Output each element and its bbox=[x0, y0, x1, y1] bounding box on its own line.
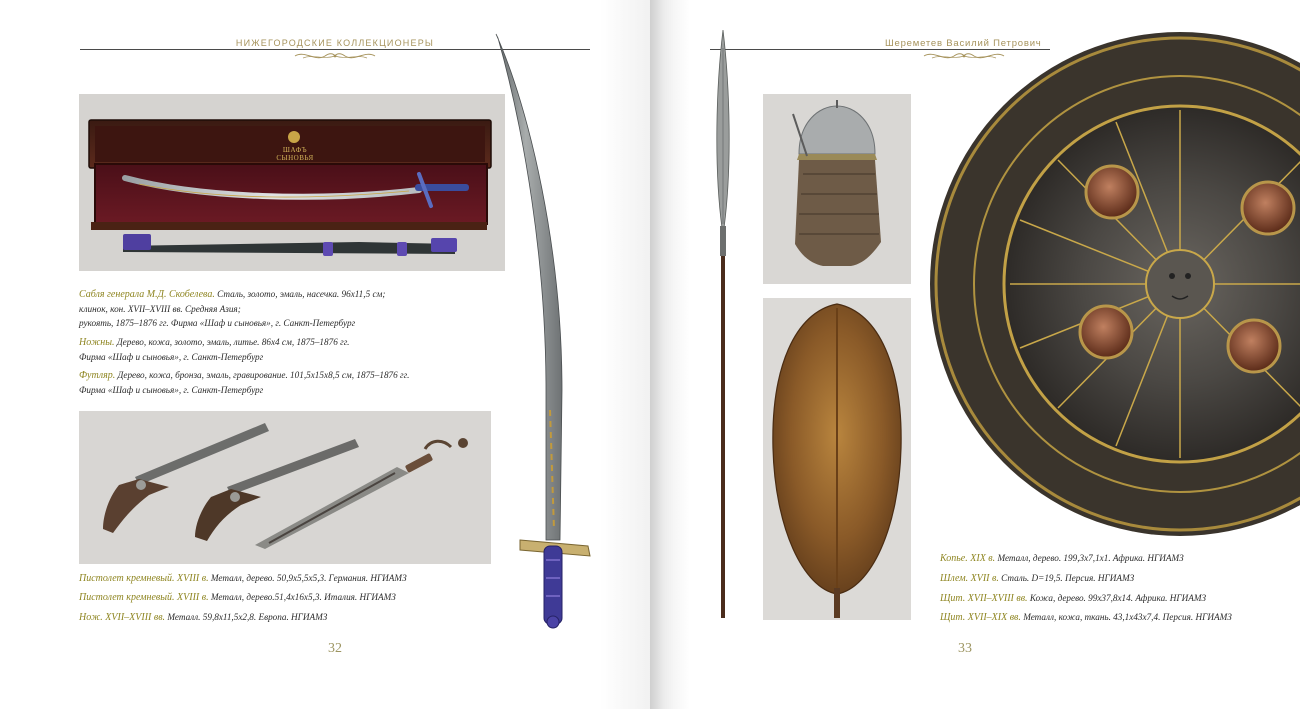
right-page-number: 33 bbox=[958, 641, 972, 656]
right-page bbox=[690, 0, 1300, 709]
caption-sabre-line2: клинок, кон. XVII–XVIII вв. Средняя Азия; bbox=[79, 304, 241, 314]
caption-sabre-line3: рукоять, 1875–1876 гг. Фирма «Шаф и сыновья», г. Санкт-Петербург bbox=[79, 318, 356, 328]
caption-spear bbox=[940, 551, 1184, 566]
spear-image bbox=[708, 28, 738, 620]
sabre-case-photo bbox=[79, 94, 505, 271]
book-gutter bbox=[650, 0, 690, 709]
round-shield-image bbox=[930, 30, 1300, 540]
caption-knife-text: Металл. 59,8х11,5х2,8. Европа. НГИАМЗ bbox=[167, 612, 328, 622]
leather-shield-photo bbox=[763, 298, 911, 620]
caption-pistol-2-text: Металл, дерево.51,4х16х5,3. Италия. НГИАМЗ bbox=[210, 592, 396, 602]
caption-pistol-1 bbox=[79, 571, 407, 586]
caption-case-line2: Фирма «Шаф и сыновья», г. Санкт-Петербург bbox=[79, 385, 264, 395]
caption-case-line1: Дерево, кожа, бронза, эмаль, гравирование. 101,5х15х8,5 см, 1875–1876 гг. bbox=[117, 370, 410, 380]
right-running-head: Шереметев Василий Петрович bbox=[885, 38, 1042, 49]
helmet-photo bbox=[763, 94, 911, 284]
left-ornament-icon bbox=[293, 50, 377, 62]
caption-case-title: Футляр. bbox=[79, 370, 116, 381]
caption-metal-shield bbox=[940, 610, 1232, 625]
pistols-knife-photo bbox=[79, 411, 491, 564]
caption-scabbard bbox=[79, 335, 349, 364]
caption-scabbard-line1: Дерево, кожа, золото, эмаль, литье. 86х4 см, 1875–1876 гг. bbox=[116, 337, 350, 347]
caption-spear-text: Металл, дерево. 199,3х7,1х1. Африка. НГИАМЗ bbox=[997, 553, 1184, 563]
left-gutter-shadow bbox=[600, 0, 650, 709]
sabre-cutout-image bbox=[490, 30, 600, 630]
caption-spear-title: Копье. XIX в. bbox=[940, 553, 996, 564]
caption-metal-shield-title: Щит. XVII–XIX вв. bbox=[940, 612, 1021, 623]
caption-pistol-1-text: Металл, дерево. 50,9х5,5х5,3. Германия. НГИАМЗ bbox=[210, 573, 407, 583]
caption-knife-title: Нож. XVII–XVIII вв. bbox=[79, 612, 166, 623]
caption-pistol-2-title: Пистолет кремневый. XVIII в. bbox=[79, 592, 209, 603]
caption-leather-shield bbox=[940, 591, 1206, 606]
caption-sabre-line1: Сталь, золото, эмаль, насечка. 96х11,5 см; bbox=[217, 289, 386, 299]
case-maker-label: ШАФЪ СЫНОВЬЯ bbox=[276, 146, 314, 162]
caption-helmet-title: Шлем. XVII в. bbox=[940, 573, 999, 584]
caption-case bbox=[79, 368, 409, 397]
caption-sabre bbox=[79, 287, 385, 330]
caption-knife bbox=[79, 610, 327, 625]
caption-pistol-2 bbox=[79, 590, 396, 605]
left-page-number: 32 bbox=[328, 641, 342, 656]
caption-pistol-1-title: Пистолет кремневый. XVIII в. bbox=[79, 573, 209, 584]
caption-leather-shield-text: Кожа, дерево. 99х37,8х14. Африка. НГИАМЗ bbox=[1029, 593, 1207, 603]
caption-helmet bbox=[940, 571, 1134, 586]
caption-scabbard-title: Ножны. bbox=[79, 337, 115, 348]
caption-metal-shield-text: Металл, кожа, ткань. 43,1х43х7,4. Персия. НГИАМЗ bbox=[1023, 612, 1232, 622]
left-running-head: НИЖЕГОРОДСКИЕ КОЛЛЕКЦИОНЕРЫ bbox=[235, 38, 435, 48]
caption-helmet-text: Сталь. D=19,5. Персия. НГИАМЗ bbox=[1001, 573, 1135, 583]
caption-sabre-title: Сабля генерала М.Д. Скобелева. bbox=[79, 289, 215, 300]
caption-leather-shield-title: Щит. XVII–XVIII вв. bbox=[940, 593, 1028, 604]
caption-scabbard-line2: Фирма «Шаф и сыновья», г. Санкт-Петербург bbox=[79, 352, 264, 362]
